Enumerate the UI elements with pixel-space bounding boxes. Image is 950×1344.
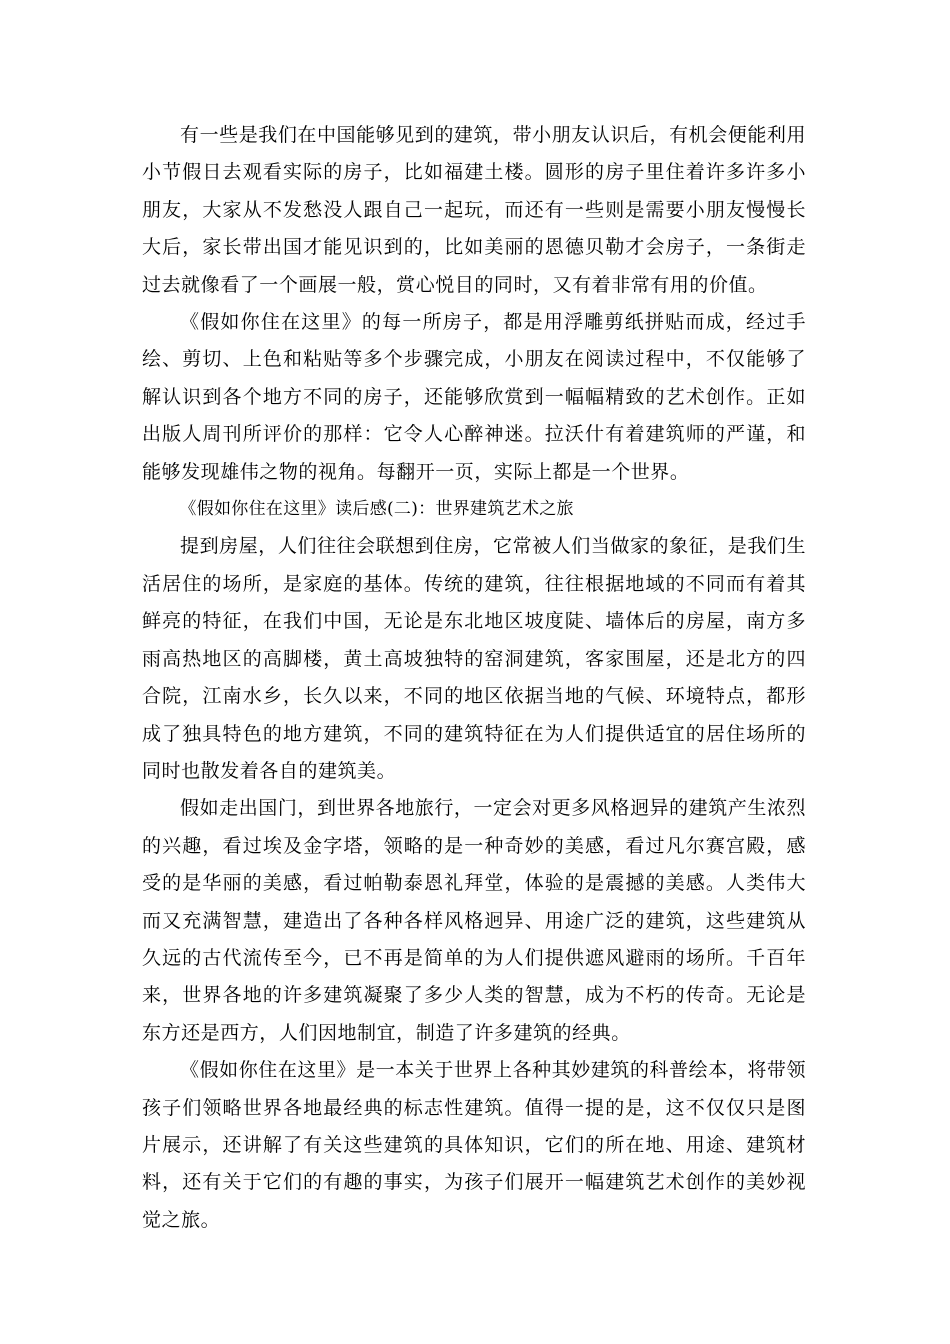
document-body (142, 117, 806, 1239)
paragraph-tulou: 有一些是我们在中国能够见到的建筑，带小朋友认识后，有机会便能利用小节假日去观看实际的房子，比如福建土楼。圆形的房子里住着许多许多小朋友，大家从不发愁没人跟自己一起玩，而还有一些则是需要小朋友慢慢长大后，家长带出国才能见识到的，比如美丽的恩德贝勒才会房子，一条街走过去就像看了一个画展一般，赏心悦目的同时，又有着非常有用的价值。 (142, 124, 806, 296)
section-heading: 《假如你住在这里》读后感(二)：世界建筑艺术之旅 (179, 499, 574, 520)
paragraph-chinese-architecture: 提到房屋，人们往往会联想到住房，它常被人们当做家的象征，是我们生活居住的场所，是家庭的基体。传统的建筑，往往根据地域的不同而有着其鲜亮的特征，在我们中国，无论是东北地区坡度陡、墙体后的房屋，南方多雨高热地区的高脚楼，黄土高坡独特的窑洞建筑，客家围屋，还是北方的四合院，江南水乡，长久以来，不同的地区依据当地的气候、环境特点，都形成了独具特色的地方建筑，不同的建筑特征在为人们提供适宜的居住场所的同时也散发着各自的建筑美。 (142, 535, 806, 782)
paragraph-book-summary: 《假如你住在这里》是一本关于世界上各种其妙建筑的科普绘本，将带领孩子们领略世界各地最经典的标志性建筑。值得一提的是，这不仅仅只是图片展示，还讲解了有关这些建筑的具体知识，它们的所在地、用途、建筑材料，还有关于它们的有趣的事实，为孩子们展开一幅建筑艺术创作的美妙视觉之旅。 (142, 1059, 806, 1231)
paragraph-paper-collage: 《假如你住在这里》的每一所房子，都是用浮雕剪纸拼贴而成，经过手绘、剪切、上色和粘贴等多个步骤完成，小朋友在阅读过程中，不仅能够了解认识到各个地方不同的房子，还能够欣赏到一幅幅精致的艺术创作。正如出版人周刊所评价的那样：它令人心醉神迷。拉沃什有着建筑师的严谨，和能够发现雄伟之物的视角。每翻开一页，实际上都是一个世界。 (142, 311, 806, 483)
paragraph-world-travel: 假如走出国门，到世界各地旅行，一定会对更多风格迥异的建筑产生浓烈的兴趣，看过埃及金字塔，领略的是一种奇妙的美感，看过凡尔赛宫殿，感受的是华丽的美感，看过帕勒泰恩礼拜堂，体验的是震撼的美感。人类伟大而又充满智慧，建造出了各种各样风格迥异、用途广泛的建筑，这些建筑从久远的古代流传至今，已不再是简单的为人们提供遮风避雨的场所。千百年来，世界各地的许多建筑凝聚了多少人类的智慧，成为不朽的传奇。无论是东方还是西方，人们因地制宜，制造了许多建筑的经典。 (142, 797, 806, 1044)
